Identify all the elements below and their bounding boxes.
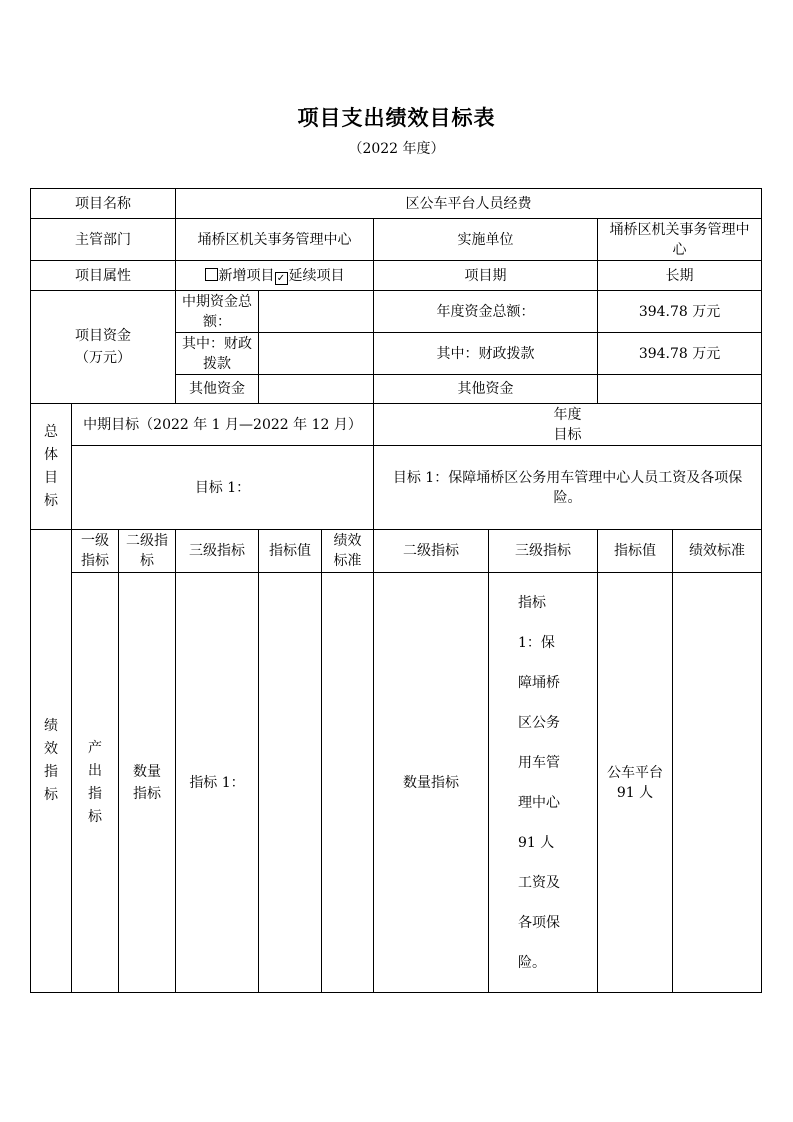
indicators-label [31,530,72,993]
mid-other-label: 其他资金 [176,375,259,404]
checkbox-continuing-project[interactable]: ✓ [275,272,288,285]
mid-fiscal-value [259,333,374,375]
header-y-value: 指标值 [598,530,673,573]
mid-total-label: 中期资金总额： [176,291,259,333]
year-goal-header [374,404,762,446]
mid-goal: 目标 1： [72,446,374,530]
indicator-level1 [72,573,119,993]
goals-label-text: 总体目标 [44,423,58,509]
year-other-value [598,375,762,404]
attr-label: 项目属性 [31,261,176,291]
indicator-level3: 指标 1： [176,573,259,993]
mid-goal-header: 中期目标（2022 年 1 月—2022 年 12 月） [72,404,374,446]
mid-other-value [259,375,374,404]
year-total-label: 年度资金总额： [374,291,598,333]
period-value: 长期 [598,261,762,291]
indicator-level2-text: 数量指标 [133,763,161,802]
year-goal-header-text: 年度目标 [553,406,582,443]
indicator-y-value: 公车平台 91 人 [598,573,673,993]
year-label: （2022 年度） [348,141,445,157]
header-value: 指标值 [259,530,322,573]
row-project-name [31,189,762,219]
year-fiscal-value: 394.78 万元 [598,333,762,375]
mid-fiscal-label: 其中：财政拨款 [176,333,259,375]
header-level1: 一级指标 [72,530,119,573]
indicator-value [259,573,322,993]
attr-new-label: 新增项目 [218,267,275,284]
header-level3: 三级指标 [176,530,259,573]
row-goals-header [31,404,762,446]
page-title: 项目支出绩效目标表 [297,106,496,130]
funds-label-text: 项目资金（万元） [75,328,131,366]
project-name-label: 项目名称 [31,189,176,219]
header-y-level2: 二级指标 [374,530,489,573]
year-fiscal-label: 其中：财政拨款 [374,333,598,375]
indicator-y-level3-text: 指标 1：保障埇桥区公务用车管理中心 91 人工资及各项保险。 [518,594,560,971]
year-total-value: 394.78 万元 [598,291,762,333]
year-other-label: 其他资金 [374,375,598,404]
performance-goal-table [30,188,762,993]
impl-value: 埇桥区机关事务管理中心 [598,219,762,261]
header-y-standard: 绩效标准 [673,530,762,573]
header-level2: 二级指标 [119,530,176,573]
attr-options [176,261,374,291]
impl-label: 实施单位 [374,219,598,261]
indicator-y-level3 [489,573,598,993]
row-funds-total [31,291,762,333]
indicators-label-text: 绩效指标 [44,718,58,803]
checkbox-new-project[interactable] [205,268,218,281]
period-label: 项目期 [374,261,598,291]
indicator-y-standard [673,573,762,993]
mid-total-value [259,291,374,333]
row-attribute [31,261,762,291]
indicator-standard [322,573,374,993]
year-goal: 目标 1：保障埇桥区公务用车管理中心人员工资及各项保险。 [374,446,762,530]
row-indicator-header [31,530,762,573]
row-department [31,219,762,261]
indicator-level1-text: 产出指标 [88,739,102,825]
attr-cont-label: 延续项目 [288,267,345,284]
indicator-level2 [119,573,176,993]
header-y-level3: 三级指标 [489,530,598,573]
header-standard: 绩效标准 [322,530,374,573]
goals-label [31,404,72,530]
dept-value: 埇桥区机关事务管理中心 [176,219,374,261]
funds-label [31,291,176,404]
project-name-value: 区公车平台人员经费 [176,189,762,219]
row-goals [31,446,762,530]
indicator-y-level2: 数量指标 [374,573,489,993]
row-indicator [31,573,762,993]
dept-label: 主管部门 [31,219,176,261]
